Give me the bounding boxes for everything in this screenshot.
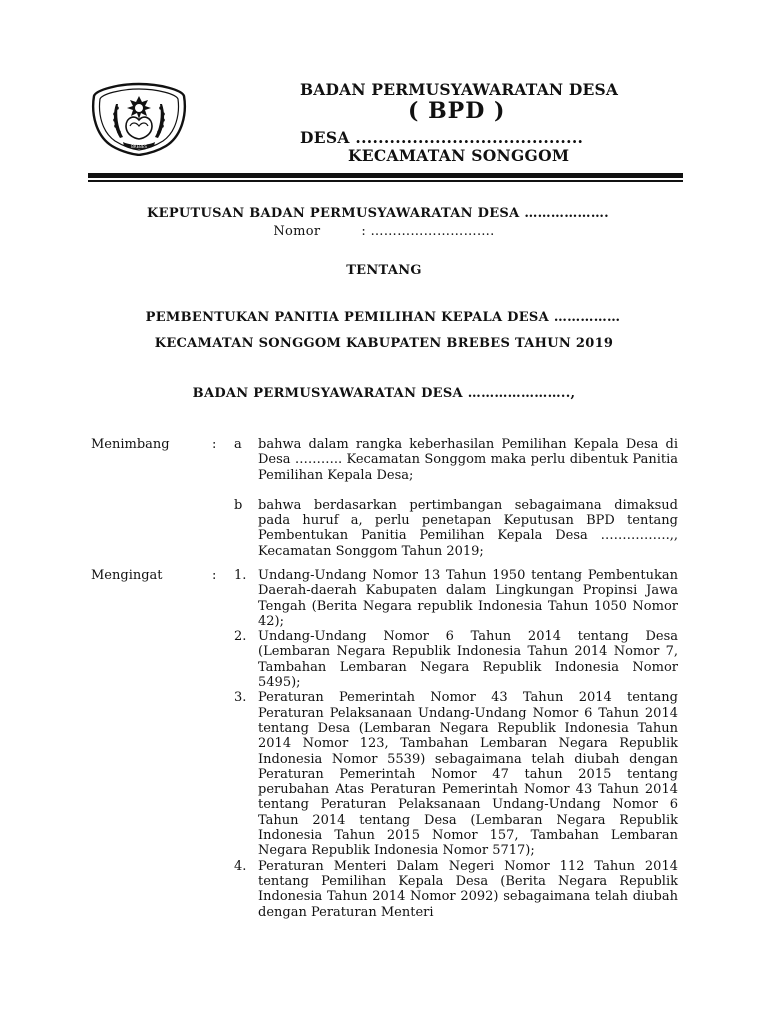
item-marker: 3. [234, 690, 247, 706]
item-marker: 4. [234, 858, 247, 874]
mengingat-item-3 [234, 690, 678, 858]
menimbang-item-b [234, 498, 678, 559]
header-rule-thin [88, 180, 683, 182]
mengingat-item-2 [234, 629, 678, 690]
subject-line-2: KECAMATAN SONGGOM KABUPATEN BREBES TAHUN 2019 [154, 336, 614, 351]
menimbang-item-a [234, 437, 678, 483]
item-text: Undang-Undang Nomor 13 Tahun 1950 tentang Pembentukan Daerah-daerah Kabupaten dalam Lingkungan Propinsi Jawa Tengah (Berita Negara republik Indonesia Tahun 1050 Nomor 42); [258, 568, 678, 629]
item-text: Peraturan Pemerintah Nomor 43 Tahun 2014 tentang Peraturan Pelaksanaan Undang-Undang Nomor 6 Tahun 2014 tentang Desa (Lembaran Negara Republik Indonesia Tahun 2014 Nomor 123, Tambahan Lembaran Negara Republik Indonesia Nomor 5539) sebagaimana telah diubah dengan Peraturan Pemerintah Nomor 47 tahun 2015 tentang perubahan Atas Peraturan Pemerintah Nomor 43 Tahun 2014 tentang Peraturan Pelaksanaan Undang-Undang Nomor 6 Tahun 2014 tentang Desa (Lembaran Negara Republik Indonesia Tahun 2015 Nomor 157, Tambahan Lembaran Negara Republik Indonesia Nomor 5717); [258, 690, 678, 859]
item-marker: b [234, 497, 243, 513]
item-marker: a [234, 437, 242, 452]
menimbang-label: Menimbang [91, 437, 170, 452]
kecamatan-line: KECAMATAN SONGGOM [348, 146, 570, 165]
nomor-line [0, 224, 768, 239]
desa-line: DESA ........................................ [300, 128, 584, 147]
nomor-label: Nomor [273, 224, 321, 239]
preamble: BADAN PERMUSYAWARATAN DESA ………………….., [192, 386, 576, 401]
brebes-emblem-logo [90, 82, 188, 156]
menimbang-colon: : [212, 437, 217, 452]
mengingat-label: Mengingat [91, 568, 163, 583]
mengingat-list [234, 568, 678, 920]
item-text: Peraturan Menteri Dalam Negeri Nomor 112 Tahun 2014 tentang Pemilihan Kepala Desa (Berita Negara Republik Indonesia Tahun 2014 Nomor 2092) sebagaimana telah diubah dengan Peraturan Menteri [258, 858, 678, 920]
subject-line-1: PEMBENTUKAN PANITIA PEMILIHAN KEPALA DESA …………… [145, 310, 621, 325]
item-text: bahwa dalam rangka keberhasilan Pemilihan Kepala Desa di Desa ……….. Kecamatan Songgom maka perlu dibentuk Panitia Pemilihan Kepala Desa; [258, 437, 678, 483]
menimbang-list [234, 437, 678, 559]
keputusan-title: KEPUTUSAN BADAN PERMUSYAWARATAN DESA ………………. [147, 206, 609, 221]
org-abbreviation: ( BPD ) [408, 98, 506, 124]
mengingat-item-4 [234, 859, 678, 920]
mengingat-item-1 [234, 568, 678, 629]
item-marker: 2. [234, 629, 247, 645]
header-rule-thick [88, 173, 683, 178]
item-text: Undang-Undang Nomor 6 Tahun 2014 tentang Desa (Lembaran Negara Republik Indonesia Tahun 2014 Nomor 7, Tambahan Lembaran Negara Republik Indonesia Nomor 5495); [258, 629, 678, 691]
mengingat-colon: : [212, 568, 217, 583]
item-marker: 1. [234, 568, 247, 583]
tentang-heading: TENTANG [346, 263, 422, 278]
nomor-value: : ………………………. [361, 224, 495, 239]
logo-text: BREBES [131, 144, 147, 149]
org-name: BADAN PERMUSYAWARATAN DESA [300, 80, 619, 99]
item-text: bahwa berdasarkan pertimbangan sebagaimana dimaksud pada huruf a, perlu penetapan Keputusan BPD tentang Pembentukan Panitia Pemilihan Kepala Desa …………….,, Kecamatan Songgom Tahun 2019; [258, 497, 678, 559]
